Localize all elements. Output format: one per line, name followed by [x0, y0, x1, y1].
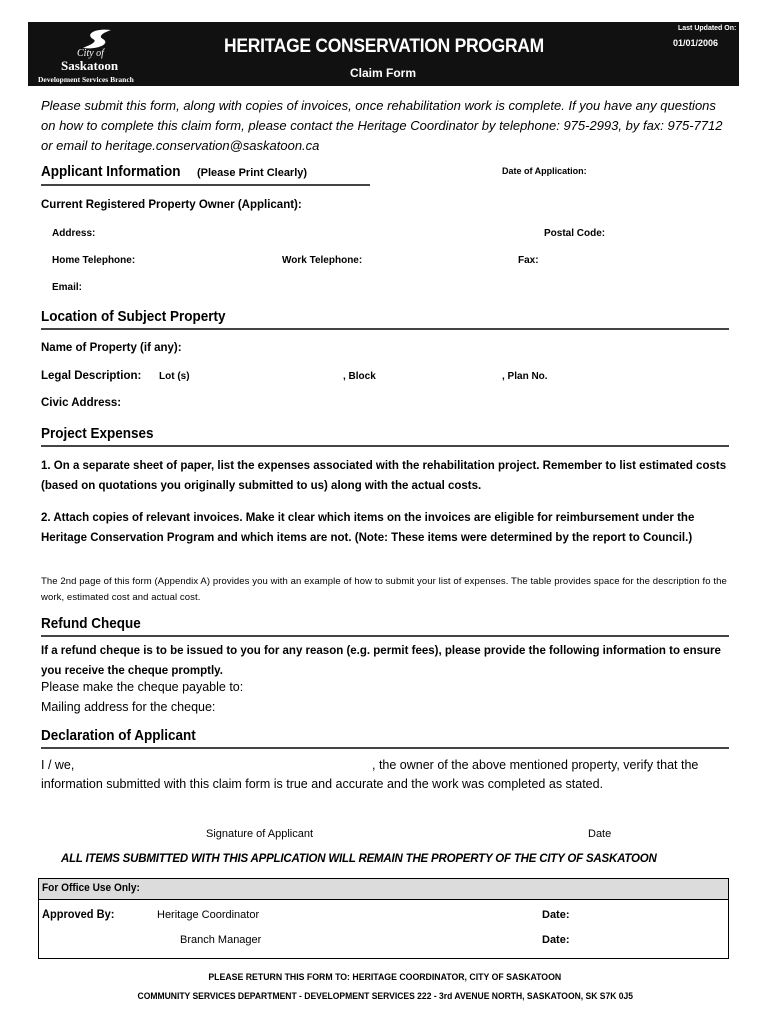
date-of-application-input[interactable]	[596, 164, 729, 178]
home-telephone-label: Home Telephone:	[52, 255, 136, 266]
declaration-date-label: Date	[588, 828, 612, 840]
declaration-title: Declaration of Applicant	[41, 727, 196, 744]
form-title: HERITAGE CONSERVATION PROGRAM	[224, 36, 544, 57]
block-input[interactable]	[383, 369, 500, 383]
owner-label: Current Registered Property Owner (Applicant):	[41, 199, 302, 211]
expenses-rule	[41, 445, 729, 447]
declaration-date-input[interactable]	[534, 811, 666, 825]
owner-input[interactable]	[330, 198, 729, 212]
expenses-item-1: 1. On a separate sheet of paper, list the expenses associated with the rehabilitation project. Remember to list estimated costs (based on quotations you originally submitted to us) along with the actual costs.	[41, 460, 727, 492]
footer-line-1-wrap	[0, 967, 770, 985]
applicant-section-heading	[41, 163, 196, 181]
form-subtitle: Claim Form	[350, 66, 417, 80]
location-rule	[41, 328, 729, 330]
plan-input[interactable]	[555, 369, 729, 383]
approved-by-label: Approved By:	[42, 907, 115, 921]
applicant-title: Applicant Information	[41, 163, 181, 180]
fax-label: Fax:	[518, 255, 539, 266]
signature-input[interactable]	[136, 811, 410, 825]
expenses-item-2: 2. Attach copies of relevant invoices. Make it clear which items on the invoices are eligible for reimbursement under the Heritage Conservation Program and which items are not. (Note: These items were determined by the report to Council.)	[41, 512, 695, 544]
city-name: Saskatoon	[61, 58, 119, 73]
heritage-coordinator-input[interactable]	[269, 909, 535, 923]
address-input[interactable]	[101, 227, 537, 241]
email-input[interactable]	[87, 281, 729, 295]
office-use-header	[39, 879, 728, 900]
declaration-rule	[41, 747, 729, 749]
civic-address-label: Civic Address:	[41, 397, 122, 409]
declaration-iwe: I / we,	[41, 758, 75, 772]
footer-line-2: COMMUNITY SERVICES DEPARTMENT - DEVELOPMENT SERVICES 222 - 3rd AVENUE NORTH, SASKATOON, SK S7K 0J5	[137, 991, 633, 1002]
expenses-title: Project Expenses	[41, 425, 154, 442]
last-updated-value: 01/01/2006	[673, 38, 719, 48]
postal-code-input[interactable]	[613, 227, 729, 241]
expenses-note: The 2nd page of this form (Appendix A) provides you with an example of how to submit your list of expenses. The table provides space for the description fo the work, estimated cost and actual cost.	[41, 576, 727, 603]
signature-label: Signature of Applicant	[206, 828, 314, 840]
intro-text: Please submit this form, along with copies of invoices, once rehabilitation work is complete. If you have any questions on how to complete this claim form, please contact the Heritage Coordinator by telephone: 975-2993, by fax: 975-7712 or email to heritage.conservation@saskatoon.ca	[41, 98, 723, 153]
fax-input[interactable]	[541, 254, 729, 268]
property-name-input[interactable]	[204, 341, 729, 355]
city-logo-icon	[81, 28, 117, 50]
manager-date-input[interactable]	[573, 934, 721, 948]
last-updated-label: Last Updated On:	[678, 25, 737, 32]
address-label: Address:	[52, 228, 96, 239]
coordinator-date-input[interactable]	[573, 909, 721, 923]
date-of-application-label: Date of Application:	[502, 166, 587, 176]
footer-line-2-wrap	[0, 986, 770, 1004]
location-title: Location of Subject Property	[41, 308, 226, 325]
postal-code-label: Postal Code:	[544, 228, 606, 239]
civic-address-input[interactable]	[128, 396, 729, 410]
mailing-input[interactable]	[226, 700, 729, 714]
lot-input[interactable]	[196, 369, 339, 383]
declaration-text-2: information submitted with this claim form is true and accurate and the work was completed as stated.	[41, 777, 604, 791]
branch-name: Development Services Branch	[38, 75, 134, 84]
refund-text: If a refund cheque is to be issued to you for any reason (e.g. permit fees), please provide the following information to ensure you receive the cheque promptly.	[41, 645, 721, 677]
print-clearly-note: (Please Print Clearly)	[197, 167, 308, 179]
work-telephone-label: Work Telephone:	[282, 255, 363, 266]
payable-input[interactable]	[255, 680, 729, 694]
block-label: , Block	[343, 371, 376, 382]
payable-label: Please make the cheque payable to:	[41, 680, 244, 694]
city-of-text: City of	[77, 48, 104, 59]
office-use-title: For Office Use Only:	[42, 882, 140, 894]
email-label: Email:	[52, 282, 83, 293]
legal-description-label: Legal Description:	[41, 370, 142, 382]
manager-date-label: Date:	[542, 934, 570, 946]
coordinator-date-label: Date:	[542, 909, 570, 921]
mailing-label: Mailing address for the cheque:	[41, 700, 216, 714]
branch-manager-label: Branch Manager	[180, 934, 262, 946]
footer-line-1: PLEASE RETURN THIS FORM TO: HERITAGE COORDINATOR, CITY OF SASKATOON	[208, 972, 562, 983]
work-telephone-input[interactable]	[375, 254, 512, 268]
refund-rule	[41, 635, 729, 637]
property-name-label: Name of Property (if any):	[41, 342, 182, 354]
property-notice: ALL ITEMS SUBMITTED WITH THIS APPLICATION WILL REMAIN THE PROPERTY OF THE CITY OF SASKATOON	[61, 853, 657, 865]
office-use-box	[38, 878, 729, 959]
branch-manager-input[interactable]	[269, 934, 535, 948]
home-telephone-input[interactable]	[148, 254, 278, 268]
refund-title: Refund Cheque	[41, 615, 141, 632]
declaration-name-input[interactable]	[92, 757, 368, 771]
plan-label: , Plan No.	[502, 371, 548, 382]
header-bar	[28, 22, 739, 86]
declaration-text-1: , the owner of the above mentioned property, verify that the	[372, 758, 699, 772]
city-logo	[28, 22, 178, 86]
applicant-rule	[41, 184, 370, 186]
heritage-coordinator-label: Heritage Coordinator	[157, 909, 260, 921]
lot-label: Lot (s)	[159, 371, 190, 382]
